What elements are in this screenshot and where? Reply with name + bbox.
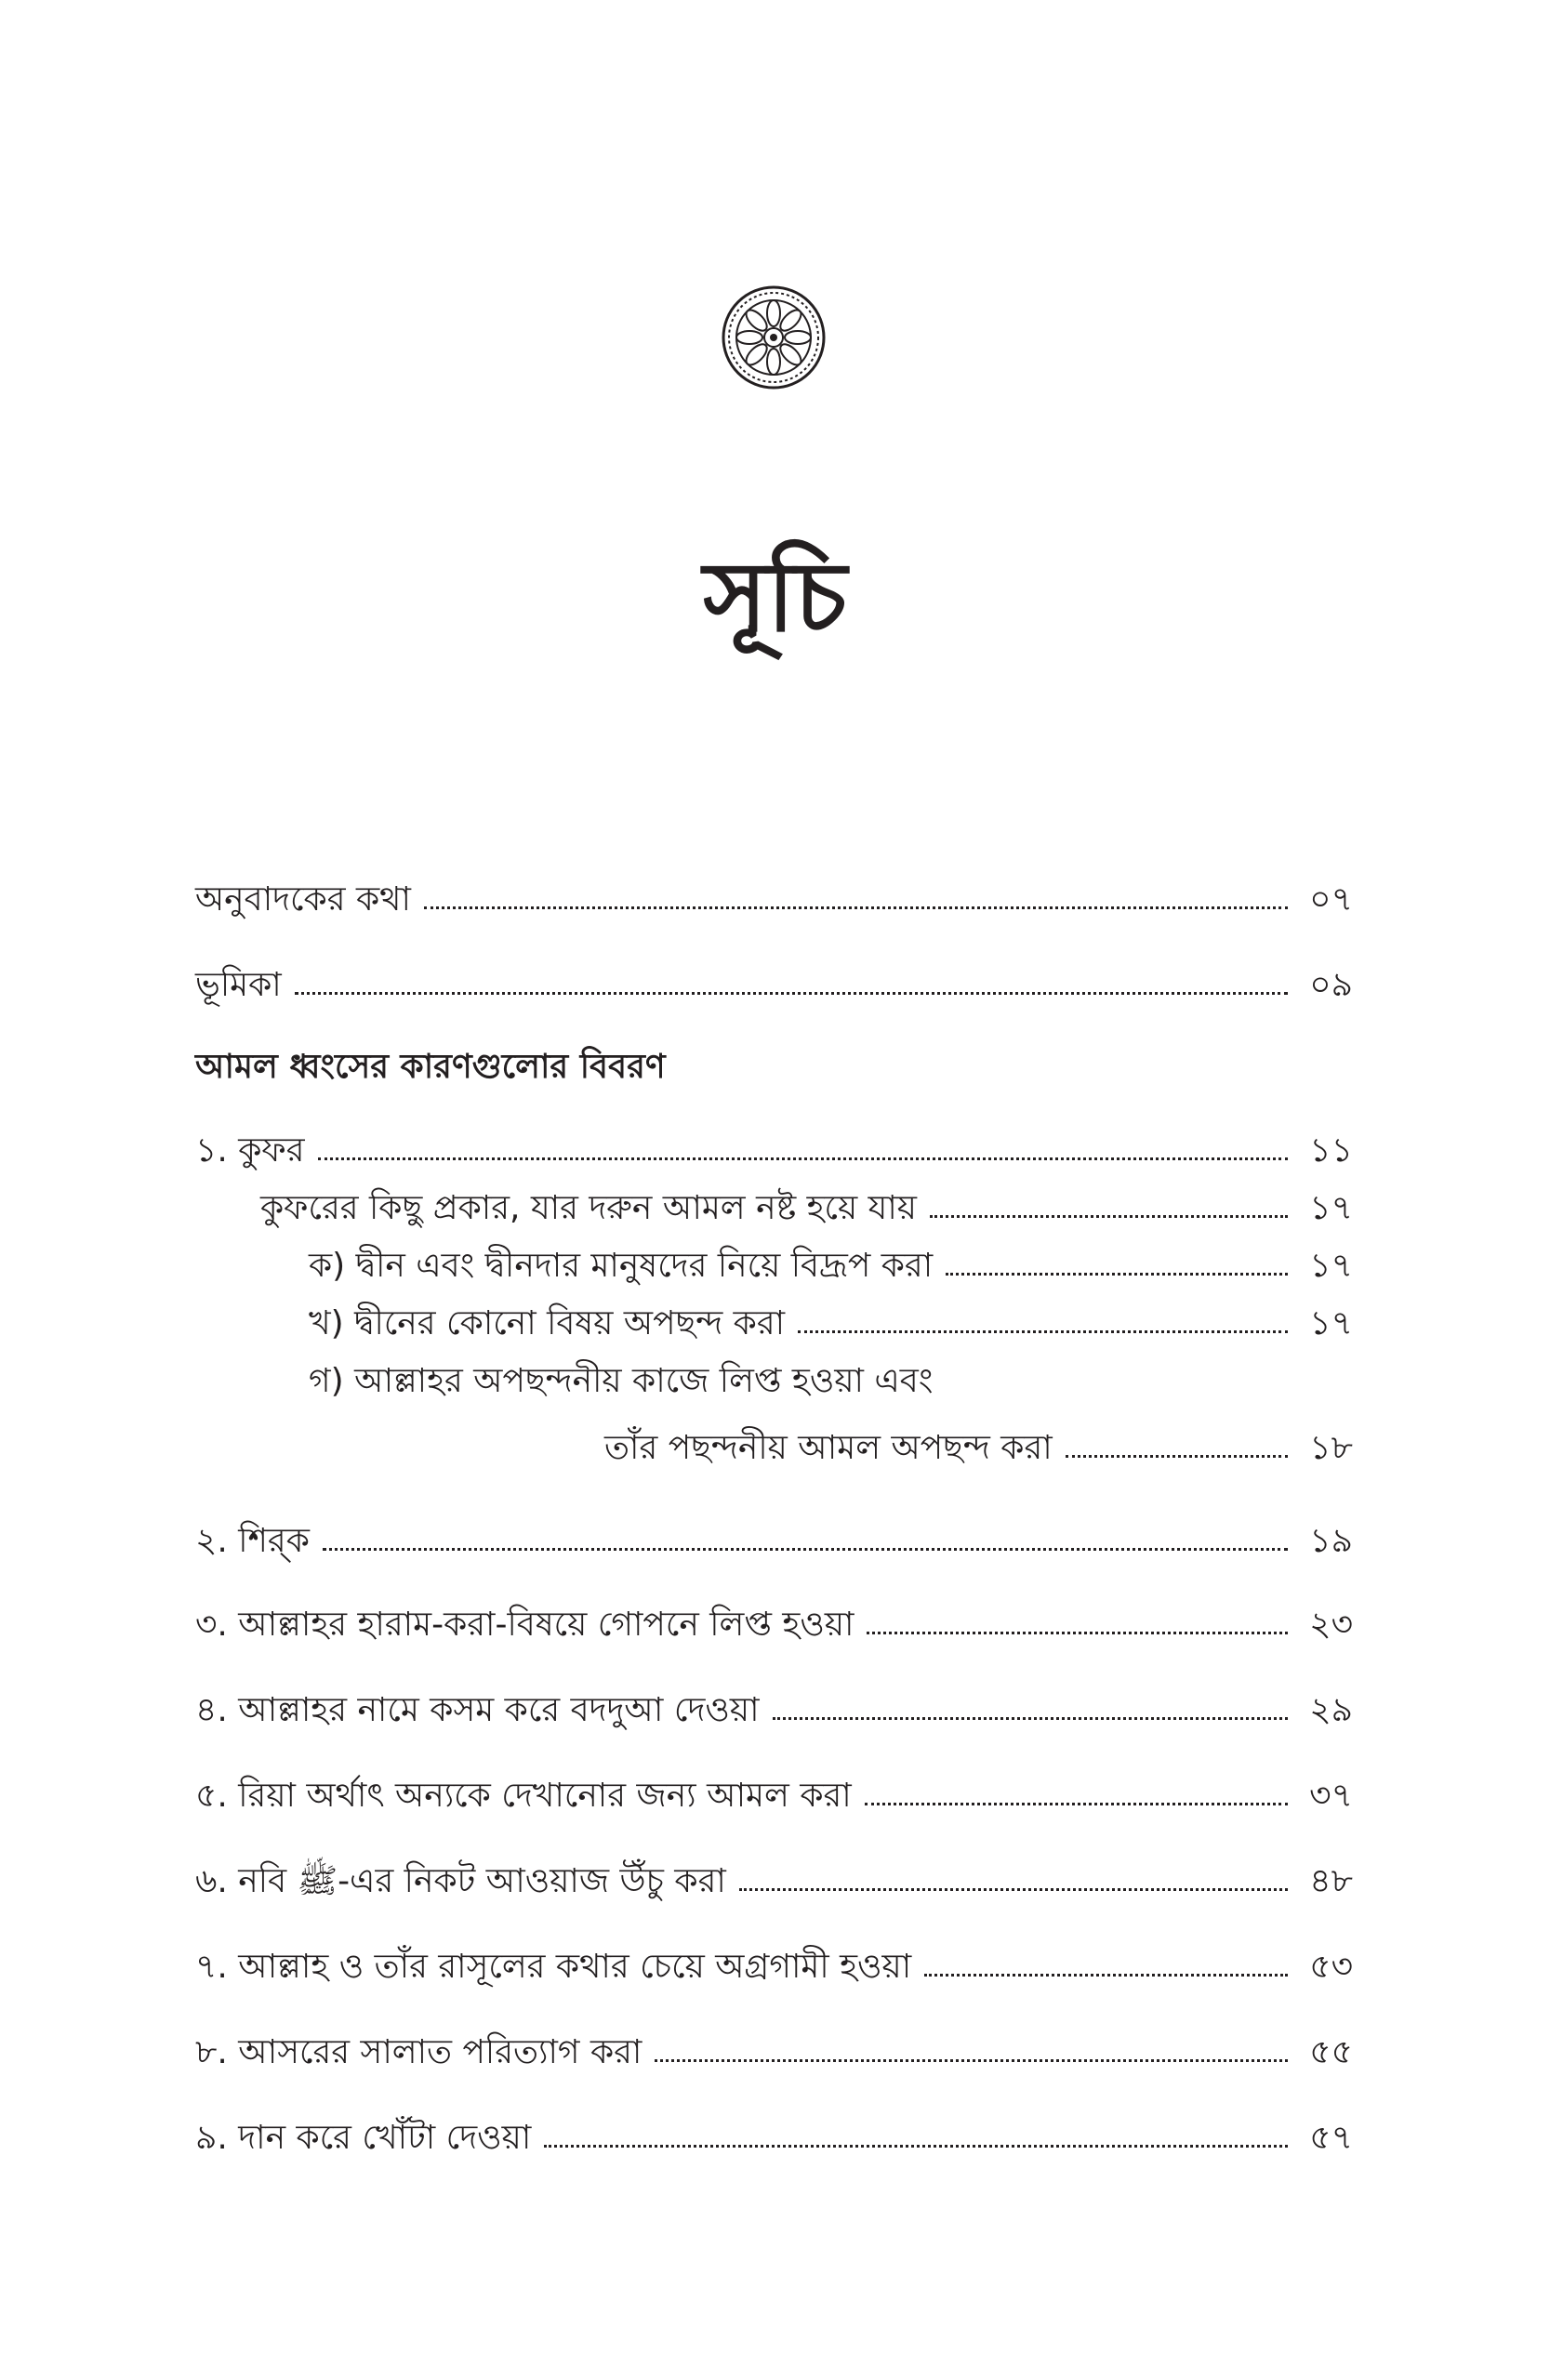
toc-subentry[interactable] [260,1164,1353,1229]
dot-leader [739,1888,1288,1891]
toc-entry-page: ২৩ [1309,1606,1353,1644]
dot-leader [773,1717,1288,1720]
toc-entry-label: ৭. আল্লাহ ও তাঁর রাসূলের কথার চেয়ে অগ্রগামী হওয়া [195,1948,912,1986]
dot-leader [295,992,1288,995]
toc-entry[interactable] [195,1580,1353,1646]
toc-entry-page: ০৯ [1309,966,1353,1004]
toc-entry-page: ০৭ [1309,880,1353,919]
dot-leader [924,1974,1288,1977]
toc-entry[interactable] [195,1497,1353,1562]
toc-entry-page: ৫৭ [1309,2119,1353,2157]
toc-entry[interactable] [195,855,1353,920]
toc-subentry[interactable] [309,1222,1353,1287]
toc-entry-label: ১. কুফর [195,1131,305,1170]
page-title: সূচি [703,540,847,654]
toc-entry-page: ১৮ [1309,1429,1353,1467]
dot-leader [318,1157,1288,1160]
toc-entry-label: কুফরের কিছু প্রকার, যার দরুন আমল নষ্ট হয়ে যায় [260,1189,918,1227]
toc-entry[interactable] [195,2094,1353,2159]
dot-leader [424,906,1288,909]
toc-entry-label: খ) দ্বীনের কোনো বিষয় অপছন্দ করা [309,1304,786,1342]
toc-entry[interactable] [195,1923,1353,1988]
toc-entry-label: ক) দ্বীন এবং দ্বীনদার মানুষদের নিয়ে বিদ্রূপ করা [309,1247,934,1285]
toc-entry-page: ১৭ [1309,1304,1353,1342]
toc-entry-label: ৫. রিয়া অর্থাৎ অন্যকে দেখানোর জন্য আমল করা [195,1777,852,1815]
toc-entry-label: ভূমিকা [195,966,282,1004]
toc-entry-page: ৪৮ [1309,1862,1353,1900]
toc-subentry[interactable] [604,1404,1353,1469]
toc-entry-label: ৯. দান করে খোঁটা দেওয়া [195,2119,532,2157]
toc-entry[interactable] [195,941,1353,1006]
toc-entry-label: ৩. আল্লাহর হারাম-করা-বিষয়ে গোপনে লিপ্ত হওয়া [195,1606,854,1644]
toc-entry-page: ৩৭ [1309,1777,1353,1815]
toc-entry-label-line: গ) আল্লাহর অপছন্দনীয় কাজে লিপ্ত হওয়া এবং [309,1362,934,1400]
toc-entry-label: তাঁর পছন্দনীয় আমল অপছন্দ করা [604,1429,1053,1467]
dot-leader [655,2059,1288,2062]
dot-leader [798,1330,1288,1333]
toc-entry-page: ৫৫ [1309,2033,1353,2071]
toc-entry-page: ২৯ [1309,1691,1353,1729]
toc-entry-label: ৮. আসরের সালাত পরিত্যাগ করা [195,2033,643,2071]
section-heading: আমল ধ্বংসের কারণগুলোর বিবরণ [195,1048,666,1086]
toc-entry[interactable] [195,1837,1353,1902]
toc-entry[interactable] [195,1666,1353,1731]
dot-leader [544,2145,1288,2148]
toc-entry[interactable] [195,1752,1353,1817]
dot-leader [930,1215,1288,1218]
toc-entry-page: ১৯ [1309,1522,1353,1560]
toc-entry-label: ৬. নবি ﷺ-এর নিকট আওয়াজ উঁচু করা [195,1862,726,1900]
toc-subentry[interactable] [309,1279,1353,1344]
dot-leader [323,1548,1288,1551]
toc-entry-page: ১১ [1309,1131,1353,1170]
toc-entry[interactable] [195,1106,1353,1171]
toc-entry-page: ১৭ [1309,1247,1353,1285]
toc-entry-page: ১৭ [1309,1189,1353,1227]
toc-entry-page: ৫৩ [1309,1948,1353,1986]
dot-leader [867,1632,1288,1634]
toc-entry-label: ৪. আল্লাহর নামে কসম করে বদদুআ দেওয়া [195,1691,760,1729]
dot-leader [1066,1455,1288,1458]
toc-entry-label: ২. শির্‌ক [195,1522,310,1560]
toc-entry[interactable] [195,2008,1353,2073]
dot-leader [865,1803,1288,1805]
toc-entry-label: অনুবাদকের কথা [195,880,411,919]
mandala-ornament-icon [722,285,826,390]
dot-leader [946,1273,1288,1276]
